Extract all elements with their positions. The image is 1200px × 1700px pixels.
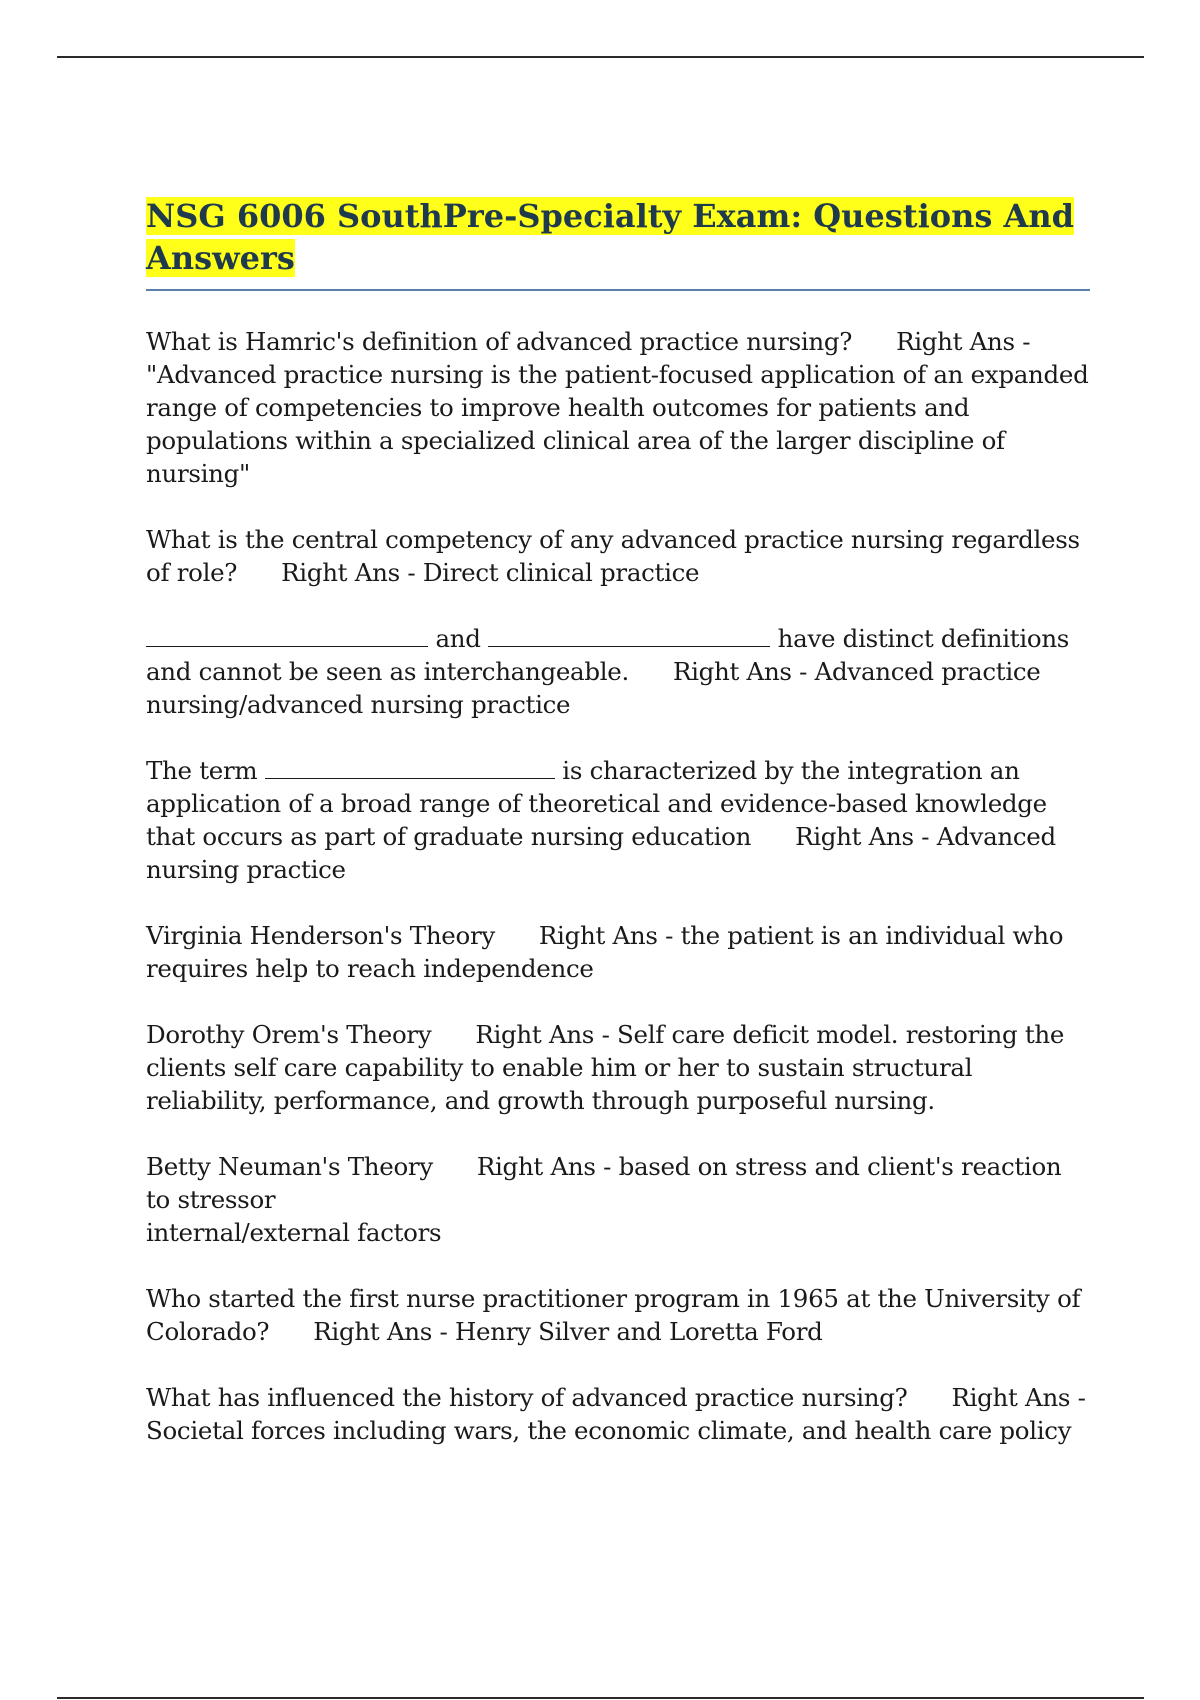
question-text: What is the central competency of any advanced practice nursing regardless of role? — [146, 525, 1088, 587]
answer-prefix: Right Ans - — [896, 327, 1038, 356]
qa-item — [146, 523, 1091, 589]
answer-prefix: Right Ans - — [475, 1020, 618, 1049]
answer-prefix: Right Ans - — [795, 822, 937, 851]
answer-prefix: Right Ans - — [951, 1383, 1094, 1412]
qa-item — [146, 622, 1091, 721]
question-text: Betty Neuman's Theory — [146, 1152, 433, 1181]
fill-in-blank — [265, 756, 555, 779]
answer-prefix: Right Ans - — [476, 1152, 619, 1181]
qa-item — [146, 919, 1091, 985]
answer-text: the patient is an individual who requires help to reach independence — [146, 921, 1071, 983]
answer-text: Direct clinical practice — [422, 558, 700, 587]
question-text-part: The term — [146, 756, 258, 785]
answer-text: Societal forces including wars, the economic climate, and health care policy — [146, 1416, 1072, 1445]
answer-prefix: Right Ans - — [313, 1317, 455, 1346]
footer-rule — [57, 1697, 1144, 1699]
answer-text: Henry Silver and Loretta Ford — [454, 1317, 823, 1346]
answer-text: Advanced practice nursing/advanced nursing practice — [146, 657, 1048, 719]
question-text: Virginia Henderson's Theory — [146, 921, 495, 950]
qa-item — [146, 325, 1096, 490]
question-text-part: have distinct definitions and cannot be seen as interchangeable. — [146, 624, 1077, 686]
qa-item — [146, 1381, 1094, 1447]
qa-item — [146, 1150, 1091, 1249]
title-underline — [146, 289, 1090, 291]
fill-in-blank — [146, 624, 428, 647]
qa-item — [146, 1018, 1091, 1117]
question-text: What is Hamric's definition of advanced practice nursing? — [146, 327, 853, 356]
document-body — [146, 195, 1096, 1480]
answer-prefix: Right Ans - — [672, 657, 815, 686]
question-text-part: and — [435, 624, 481, 653]
answer-prefix: Right Ans - — [281, 558, 423, 587]
answer-text: Advanced nursing practice — [146, 822, 1064, 884]
qa-item — [146, 754, 1091, 886]
question-text: Who started the first nurse practitioner program in 1965 at the University of Colorado? — [146, 1284, 1088, 1346]
question-text: Dorothy Orem's Theory — [146, 1020, 432, 1049]
answer-prefix: Right Ans - — [538, 921, 681, 950]
answer-text: based on stress and client's reaction to stressor — [146, 1152, 1069, 1214]
qa-list — [146, 325, 1096, 1447]
answer-text: "Advanced practice nursing is the patient-focused application of an expanded range of competencies to improve health outcomes for patients and populations within a specialized clinical area of the larger discipline of nursing" — [146, 360, 1096, 488]
header-rule — [57, 56, 1144, 58]
document-title: NSG 6006 SouthPre-Specialty Exam: Questions And Answers — [146, 197, 1074, 277]
answer-text: Self care deficit model. restoring the clients self care capability to enable him or her to sustain structural reliability, performance, and growth through purposeful nursing. — [146, 1020, 1072, 1115]
answer-text-line2: internal/external factors — [146, 1218, 442, 1247]
question-text-part: is characterized by the integration an application of a broad range of theoretical and evidence-based knowledge that occurs as part of graduate nursing education — [146, 756, 1055, 851]
fill-in-blank — [488, 624, 770, 647]
question-text: What has influenced the history of advanced practice nursing? — [146, 1383, 908, 1412]
qa-item — [146, 1282, 1091, 1348]
